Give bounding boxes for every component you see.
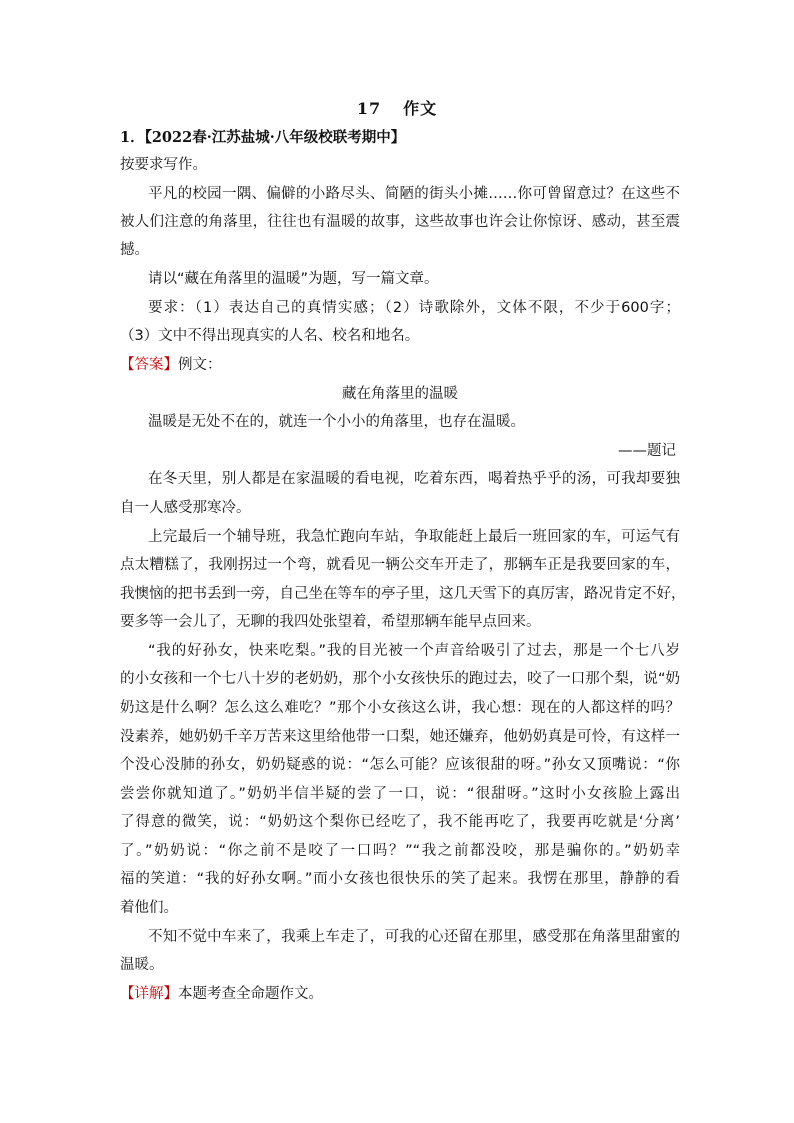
essay-title: 藏在角落里的温暖 bbox=[342, 386, 458, 402]
section-number: 17 bbox=[356, 99, 382, 118]
prompt-line: 撼。 bbox=[120, 242, 149, 258]
essay-line: 上完最后一个辅导班，我急忙跑向车站，争取能赶上最后一班回家的车，可运气有 bbox=[148, 529, 680, 545]
essay-line: 福的笑道：“我的好孙女啊。”而小女孩也很快乐的笑了起来。我愣在那里，静静的看 bbox=[120, 871, 680, 887]
essay-line: 的小女孩和一个七八十岁的老奶奶，那个小女孩快乐的跑过去，咬了一口那个梨，说“奶 bbox=[120, 671, 680, 687]
essay-line: 奶这是什么啊？怎么这么难吃？”那个小女孩这么讲，我心想：现在的人都这样的吗？ bbox=[120, 700, 680, 716]
essay-line: 尝尝你就知道了。”奶奶半信半疑的尝了一口，说：“很甜呀。”这时小女孩脸上露出 bbox=[120, 786, 680, 802]
essay-line: 点太糟糕了，我刚拐过一个弯，就看见一辆公交车开走了，那辆车正是我要回家的车， bbox=[120, 557, 680, 573]
explanation bbox=[120, 984, 680, 1004]
question-header bbox=[120, 128, 680, 148]
instruction: 按要求写作。 bbox=[120, 157, 207, 173]
essay-line: 着他们。 bbox=[120, 900, 178, 916]
essay-line: 个没心没肺的孙女，奶奶疑惑的说：“怎么可能？应该很甜的呀。”孙女又顶嘴说：“你 bbox=[120, 757, 680, 773]
essay-line: 温暖。 bbox=[120, 957, 164, 973]
prompt-line: 平凡的校园一隅、偏僻的小路尽头、简陋的街头小摊……你可曾留意过？在这些不 bbox=[148, 186, 680, 202]
epigraph-source: ——题记 bbox=[618, 443, 676, 459]
requirements-line: 要求：（1）表达自己的真情实感；（2）诗歌除外，文体不限，不少于600字； bbox=[148, 300, 680, 316]
essay-line: “我的好孙女，快来吃梨。”我的目光被一个声音给吸引了过去，那是一个七八岁 bbox=[148, 643, 680, 659]
answer-intro: 例文： bbox=[178, 357, 222, 373]
essay-line: 不知不觉中车来了，我乘上车走了，可我的心还留在那里，感受那在角落里甜蜜的 bbox=[148, 929, 680, 945]
prompt-line: 被人们注意的角落里，往往也有温暖的故事，这些故事也许会让你惊讶、感动，甚至震 bbox=[120, 214, 680, 230]
essay-line: 我懊恼的把书丢到一旁，自己坐在等车的亭子里，这几天雪下的真厉害，路况肯定不好， bbox=[120, 586, 686, 602]
essay-line: 了。”奶奶说：“你之前不是咬了一口吗？”“我之前都没咬，那是骗你的。”奶奶幸 bbox=[120, 843, 680, 859]
essay-line: 自一人感受那寒冷。 bbox=[120, 500, 251, 516]
essay-line: 要多等一会儿了，无聊的我四处张望着，希望那辆车能早点回来。 bbox=[120, 614, 541, 630]
topic-line: 请以“藏在角落里的温暖”为题，写一篇文章。 bbox=[148, 271, 439, 287]
explain-tag: 【详解】 bbox=[120, 986, 178, 1002]
answer-label bbox=[120, 355, 680, 375]
section-title: 作文 bbox=[403, 99, 438, 118]
essay-line: 了得意的微笑，说：“奶奶这个梨你已经吃了，我不能再吃了，我要再吃就是‘分离’ bbox=[120, 814, 680, 830]
epigraph: 温暖是无处不在的，就连一个小小的角落里，也存在温暖。 bbox=[148, 414, 525, 430]
source-tag: 【2022春·江苏盐城·八年级校联考期中】 bbox=[144, 129, 406, 146]
requirements-line: （3）文中不得出现真实的人名、校名和地名。 bbox=[120, 328, 420, 344]
essay-line: 在冬天里，别人都是在家温暖的看电视，吃着东西，喝着热乎乎的汤，可我却要独 bbox=[148, 471, 680, 487]
answer-tag: 【答案】 bbox=[120, 357, 178, 373]
question-number: 1． bbox=[120, 129, 145, 146]
explain-text: 本题考查全命题作文。 bbox=[178, 986, 323, 1002]
essay-line: 没素养，她奶奶千辛万苦来这里给他带一口梨，她还嫌弃，他奶奶真是可怜，有这样一 bbox=[120, 729, 680, 745]
section-heading bbox=[0, 96, 794, 119]
